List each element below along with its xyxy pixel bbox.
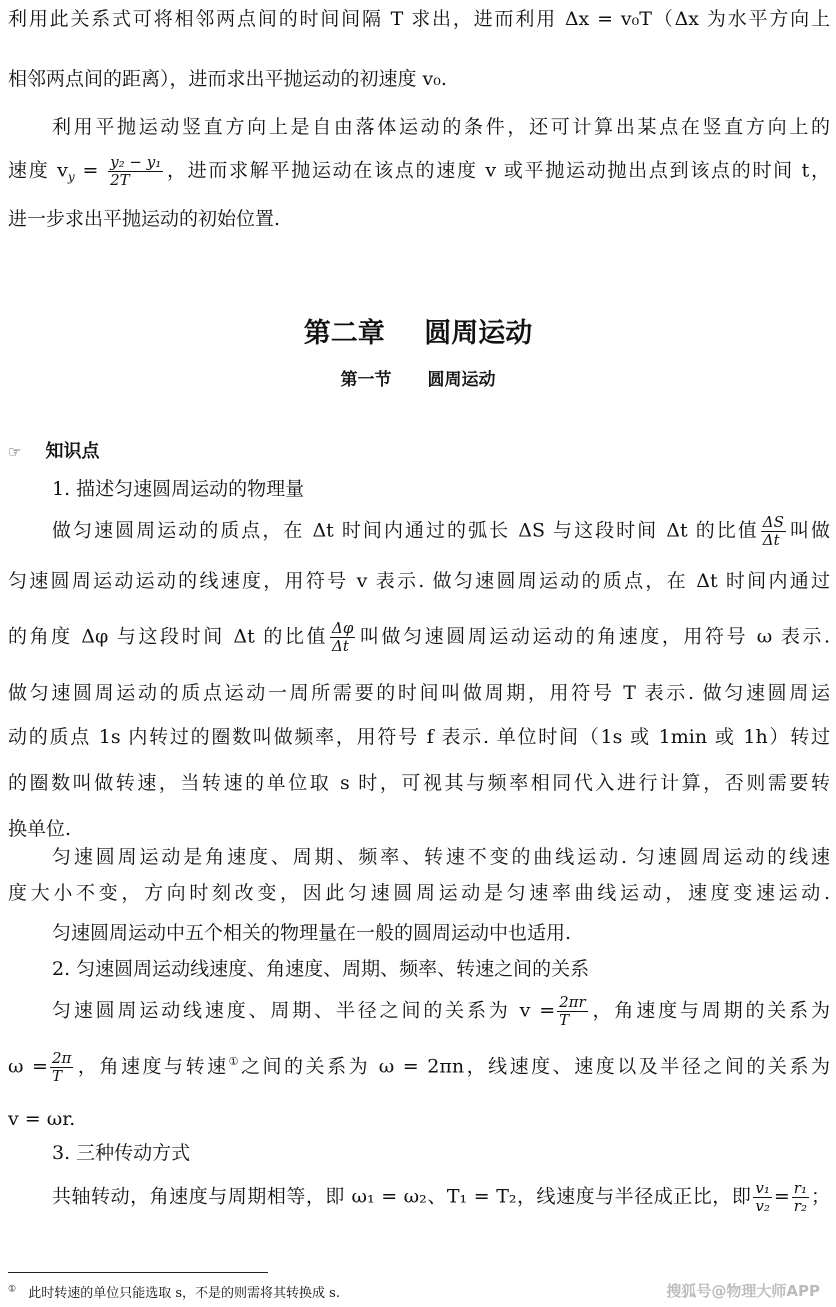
footnote-text: 此时转速的单位只能选取 s，不是的则需将其转换成 s. bbox=[28, 1286, 340, 1301]
item-title: 2. 匀速圆周运动线速度、角速度、周期、频率、转速之间的关系 bbox=[52, 958, 590, 980]
text-line: 匀速圆周运动是角速度、周期、频率、转速不变的曲线运动. 匀速圆周运动的线速 bbox=[52, 846, 830, 868]
text-line: 匀速圆周运动中五个相关的物理量在一般的圆周运动中也适用. bbox=[52, 922, 572, 944]
text-line: 的圈数叫做转速，当转速的单位取 s 时，可视其与频率相同代入进行计算，否则需要转 bbox=[8, 772, 830, 794]
text-line: 共轴转动，角速度与周期相等，即 ω₁ = ω₂、T₁ = T₂，线速度与半径成正比，即 $\frac{\text{v₁}}{\text{v₂}}$ = $\frac{\text{r₁}}{\text{r₂}}$ ； bbox=[52, 1179, 830, 1215]
fraction: $\frac{\text{r₁}}{\text{r₂}}$ bbox=[793, 1179, 807, 1215]
fraction: $\frac{2\pi r}{T}$ bbox=[559, 993, 586, 1029]
text-line: 做匀速圆周运动的质点，在 Δt 时间内通过的弧长 ΔS 与这段时间 Δt 的比值 $\frac{\Delta S}{\Delta t}$ 叫做 bbox=[52, 513, 830, 549]
chapter-title: 第二章 圆周运动 bbox=[303, 318, 533, 349]
text-line: 动的质点 1s 内转过的圈数叫做频率，用符号 f 表示. 单位时间（1s 或 1min 或 1h）转过 bbox=[8, 726, 830, 748]
fraction: $\frac{\text{y₂ − y₁}}{2T}$ bbox=[110, 153, 162, 189]
fraction: $\frac{\Delta S}{\Delta t}$ bbox=[762, 513, 784, 549]
text-line: 利用此关系式可将相邻两点间的时间间隔 T 求出，进而利用 Δx = v₀T（Δx 为水平方向上 bbox=[8, 8, 830, 30]
text-line: 做匀速圆周运动的质点运动一周所需要的时间叫做周期，用符号 T 表示. 做匀速圆周运 bbox=[8, 682, 830, 704]
text-line: 匀速圆周运动线速度、周期、半径之间的关系为 v = $\frac{2\pi r}{T}$ ，角速度与周期的关系为 bbox=[52, 993, 830, 1029]
watermark: 搜狐号@物理大师APP bbox=[666, 1282, 820, 1300]
knowledge-heading bbox=[8, 440, 830, 463]
pointing-hand-icon: ☞ bbox=[8, 443, 22, 461]
fraction: $\frac{2\pi}{T}$ bbox=[51, 1049, 72, 1085]
text-line: ω = $\frac{2\pi}{T}$ ，角速度与转速①之间的关系为 ω = 2πn，线速度、速度以及半径之间的关系为 bbox=[8, 1049, 830, 1085]
footnote-ref[interactable]: ① bbox=[228, 1055, 241, 1069]
footnote bbox=[8, 1282, 340, 1301]
text-line: 的角度 Δφ 与这段时间 Δt 的比值 $\frac{\Delta\varphi}{\Delta t}$ 叫做匀速圆周运动运动的角速度，用符号 ω 表示. bbox=[8, 619, 830, 655]
item-title: 1. 描述匀速圆周运动的物理量 bbox=[52, 478, 305, 500]
text-line: 利用平抛运动竖直方向上是自由落体运动的条件，还可计算出某点在竖直方向上的 bbox=[52, 116, 830, 138]
vy-formula-line: 速度 $v_y$ = $\frac{\text{y₂ − y₁}}{2T}$ ，进而求解平抛运动在该点的速度 v 或平抛运动抛出点到该点的时间 t， bbox=[8, 153, 830, 189]
footnote-divider bbox=[8, 1272, 268, 1273]
fraction: $\frac{\Delta\varphi}{\Delta t}$ bbox=[332, 619, 354, 655]
item-title: 3. 三种传动方式 bbox=[52, 1142, 191, 1164]
text-line: 换单位. bbox=[8, 818, 72, 840]
text-line: 度大小不变，方向时刻改变，因此匀速圆周运动是匀速率曲线运动，速度变速运动. bbox=[8, 882, 830, 904]
text-line: 匀速圆周运动运动的线速度，用符号 v 表示. 做匀速圆周运动的质点，在 Δt 时间内通过 bbox=[8, 570, 830, 592]
text-line: v = ωr. bbox=[8, 1108, 76, 1130]
section-title: 第一节 圆周运动 bbox=[340, 370, 496, 390]
knowledge-label: 知识点 bbox=[45, 441, 100, 462]
fraction: $\frac{\text{v₁}}{\text{v₂}}$ bbox=[755, 1179, 770, 1215]
footnote-mark: ① bbox=[8, 1284, 17, 1295]
text-line: 相邻两点间的距离），进而求出平抛运动的初速度 v₀. bbox=[8, 68, 447, 90]
text-line: 进一步求出平抛运动的初始位置. bbox=[8, 208, 281, 230]
